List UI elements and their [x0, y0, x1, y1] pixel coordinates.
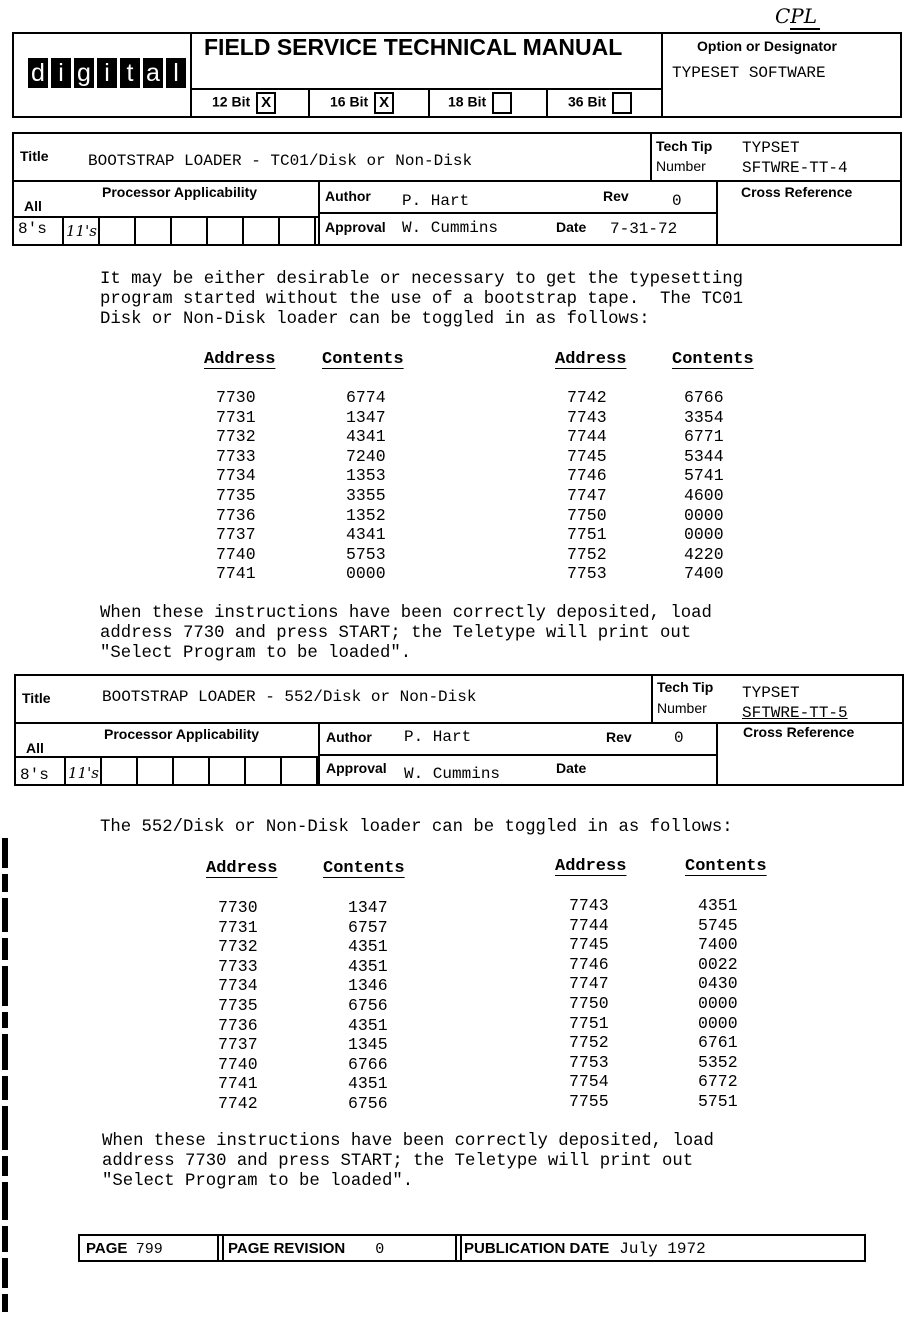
- binding-marks: [2, 838, 8, 1318]
- tip2-right-addresses: [569, 896, 609, 1112]
- address-cell: 7754: [569, 1072, 609, 1092]
- author-value: P. Hart: [404, 728, 472, 746]
- tip-title: BOOTSTRAP LOADER - TC01/Disk or Non-Disk: [88, 152, 473, 170]
- contents-cell: 4220: [684, 544, 724, 564]
- date-label: Date: [556, 219, 587, 235]
- tip-title: BOOTSTRAP LOADER - 552/Disk or Non-Disk: [102, 688, 477, 706]
- tip1-left-contents: [346, 388, 386, 584]
- tip1-right-addresses: [567, 388, 607, 584]
- cross-reference-label: Cross Reference: [743, 724, 855, 740]
- publication-date: PUBLICATION DATE July 1972: [464, 1240, 706, 1258]
- tip1-outro: When these instructions have been correctly deposited, load address 7730 and press START; the Teletype will print out "Select Program to be loaded".: [100, 604, 712, 663]
- address-cell: 7736: [216, 505, 256, 525]
- checkbox-12bit: X: [256, 92, 276, 114]
- address-cell: 7741: [218, 1074, 258, 1094]
- title-label: Title: [20, 148, 49, 164]
- contents-cell: 0000: [346, 564, 386, 584]
- author-label: Author: [325, 188, 371, 204]
- contents-cell: 1347: [346, 407, 386, 427]
- tip2-left-addresses: [218, 898, 258, 1114]
- tech-tip-number-label: Number: [656, 158, 706, 174]
- bit-option-36: 36 Bit: [568, 92, 632, 114]
- approval-label: Approval: [326, 760, 387, 776]
- contents-cell: 0000: [684, 525, 724, 545]
- approval-value: W. Cummins: [402, 219, 499, 237]
- contents-cell: 4351: [348, 1074, 388, 1094]
- address-cell: 7740: [218, 1054, 258, 1074]
- address-cell: 7736: [218, 1015, 258, 1035]
- contents-cell: 5344: [684, 446, 724, 466]
- address-cell: 7737: [218, 1035, 258, 1055]
- tip1-left-addresses: [216, 388, 256, 584]
- contents-cell: 4351: [348, 937, 388, 957]
- contents-cell: 4600: [684, 485, 724, 505]
- contents-cell: 6772: [698, 1072, 738, 1092]
- address-cell: 7747: [567, 485, 607, 505]
- address-cell: 7752: [567, 544, 607, 564]
- processor-mark: 11's: [66, 222, 97, 240]
- rev-value: 0: [674, 729, 684, 747]
- processor-grid: [64, 756, 318, 784]
- contents-cell: 7240: [346, 446, 386, 466]
- contents-cell: 6757: [348, 917, 388, 937]
- tech-tip-number: SFTWRE-TT-5: [742, 704, 848, 722]
- address-cell: 7755: [569, 1091, 609, 1111]
- checkbox-16bit: X: [374, 92, 394, 114]
- contents-cell: 1353: [346, 466, 386, 486]
- all-value: 8's: [20, 766, 49, 784]
- address-cell: 7745: [567, 446, 607, 466]
- author-label: Author: [326, 729, 372, 745]
- page-revision: PAGE REVISION 0: [228, 1240, 385, 1258]
- all-label: All: [24, 198, 42, 214]
- address-cell: 7745: [569, 935, 609, 955]
- address-cell: 7746: [567, 466, 607, 486]
- bit-option-18: 18 Bit: [448, 92, 512, 114]
- tip1-right-contents-column: Contents: [672, 350, 754, 369]
- tech-tip-number: SFTWRE-TT-4: [742, 159, 848, 177]
- contents-cell: 5745: [698, 915, 738, 935]
- address-cell: 7734: [216, 466, 256, 486]
- cross-reference-label: Cross Reference: [741, 184, 853, 200]
- rev-label: Rev: [606, 729, 632, 745]
- tip1-intro: It may be either desirable or necessary to get the typesetting program started without the use of a bootstrap tape. The TC01 Disk or Non-Disk loader can be toggled in as follows:: [100, 270, 743, 329]
- checkbox-18bit: [492, 92, 512, 114]
- all-label: All: [26, 740, 44, 756]
- contents-cell: 0000: [684, 505, 724, 525]
- address-cell: 7740: [216, 544, 256, 564]
- processor-applicability-label: Processor Applicability: [102, 184, 258, 200]
- approval-label: Approval: [325, 219, 386, 235]
- contents-cell: 5753: [346, 544, 386, 564]
- tip2-intro: The 552/Disk or Non-Disk loader can be toggled in as follows:: [100, 818, 733, 837]
- contents-cell: 4341: [346, 525, 386, 545]
- address-cell: 7730: [218, 898, 258, 917]
- tip1-right-address-column: Address: [555, 350, 627, 369]
- manual-title: FIELD SERVICE TECHNICAL MANUAL: [204, 34, 623, 60]
- handwritten-note: CPL: [775, 4, 818, 28]
- tip1-left-contents-column: Contents: [322, 350, 404, 369]
- tip2-right-contents: [698, 896, 738, 1112]
- address-cell: 7733: [216, 446, 256, 466]
- contents-cell: 6756: [348, 995, 388, 1015]
- address-cell: 7732: [218, 937, 258, 957]
- contents-cell: 0022: [698, 954, 738, 974]
- address-cell: 7746: [569, 954, 609, 974]
- bit-option-16: 16 Bit X: [330, 92, 394, 114]
- processor-mark: 11's: [68, 764, 99, 782]
- contents-cell: 6774: [346, 388, 386, 407]
- tech-tip-value: TYPSET: [742, 139, 800, 157]
- contents-cell: 0430: [698, 974, 738, 994]
- rev-label: Rev: [603, 188, 629, 204]
- address-cell: 7732: [216, 427, 256, 447]
- digital-logo: d i g i t a l: [28, 58, 186, 88]
- tech-tip-value: TYPSET: [742, 684, 800, 702]
- address-cell: 7744: [569, 915, 609, 935]
- contents-cell: 5741: [684, 466, 724, 486]
- address-cell: 7737: [216, 525, 256, 545]
- date-label: Date: [556, 760, 587, 776]
- address-cell: 7731: [218, 917, 258, 937]
- address-cell: 7741: [216, 564, 256, 584]
- bit-option-12: 12 Bit X: [212, 92, 276, 114]
- contents-cell: 6771: [684, 427, 724, 447]
- tech-tip-label: Tech Tip: [656, 138, 713, 154]
- tip2-left-address-column: Address: [206, 859, 278, 878]
- address-cell: 7742: [218, 1093, 258, 1113]
- address-cell: 7753: [569, 1052, 609, 1072]
- rev-value: 0: [672, 192, 682, 210]
- address-cell: 7735: [218, 995, 258, 1015]
- contents-cell: 4351: [348, 956, 388, 976]
- address-cell: 7730: [216, 388, 256, 407]
- contents-cell: 5352: [698, 1052, 738, 1072]
- tech-tip-number-label: Number: [657, 700, 707, 716]
- contents-cell: 4351: [698, 896, 738, 915]
- contents-cell: 0000: [698, 1013, 738, 1033]
- tip2-left-contents: [348, 898, 388, 1114]
- contents-cell: 1352: [346, 505, 386, 525]
- address-cell: 7744: [567, 427, 607, 447]
- tip2-right-contents-column: Contents: [685, 857, 767, 876]
- address-cell: 7751: [567, 525, 607, 545]
- author-value: P. Hart: [402, 192, 470, 210]
- tip2-right-address-column: Address: [555, 857, 627, 876]
- contents-cell: 1345: [348, 1035, 388, 1055]
- processor-applicability-label: Processor Applicability: [104, 726, 260, 742]
- address-cell: 7750: [569, 993, 609, 1013]
- contents-cell: 1346: [348, 976, 388, 996]
- address-cell: 7743: [569, 896, 609, 915]
- tip2-outro: When these instructions have been correctly deposited, load address 7730 and press START; the Teletype will print out "Select Program to be loaded".: [102, 1132, 714, 1191]
- address-cell: 7751: [569, 1013, 609, 1033]
- address-cell: 7735: [216, 485, 256, 505]
- tip2-left-contents-column: Contents: [323, 859, 405, 878]
- option-value: TYPESET SOFTWARE: [672, 64, 826, 82]
- contents-cell: 5751: [698, 1091, 738, 1111]
- address-cell: 7753: [567, 564, 607, 584]
- contents-cell: 1347: [348, 898, 388, 917]
- checkbox-36bit: [612, 92, 632, 114]
- contents-cell: 7400: [698, 935, 738, 955]
- date-value: 7-31-72: [610, 220, 678, 238]
- contents-cell: 3355: [346, 485, 386, 505]
- contents-cell: 4351: [348, 1015, 388, 1035]
- processor-grid: [62, 216, 316, 244]
- address-cell: 7752: [569, 1033, 609, 1053]
- contents-cell: 6766: [684, 388, 724, 407]
- all-value: 8's: [18, 220, 47, 238]
- address-cell: 7747: [569, 974, 609, 994]
- title-label: Title: [22, 690, 51, 706]
- approval-value: W. Cummins: [404, 765, 501, 783]
- tip1-left-address-column: Address: [204, 350, 276, 369]
- address-cell: 7731: [216, 407, 256, 427]
- address-cell: 7742: [567, 388, 607, 407]
- address-cell: 7734: [218, 976, 258, 996]
- contents-cell: 3354: [684, 407, 724, 427]
- page-label: PAGE 799: [86, 1240, 163, 1258]
- option-label: Option or Designator: [697, 38, 837, 54]
- address-cell: 7743: [567, 407, 607, 427]
- address-cell: 7733: [218, 956, 258, 976]
- tip1-right-contents: [684, 388, 724, 584]
- contents-cell: 6761: [698, 1033, 738, 1053]
- tech-tip-label: Tech Tip: [657, 679, 714, 695]
- contents-cell: 4341: [346, 427, 386, 447]
- contents-cell: 0000: [698, 993, 738, 1013]
- contents-cell: 7400: [684, 564, 724, 584]
- contents-cell: 6756: [348, 1093, 388, 1113]
- address-cell: 7750: [567, 505, 607, 525]
- contents-cell: 6766: [348, 1054, 388, 1074]
